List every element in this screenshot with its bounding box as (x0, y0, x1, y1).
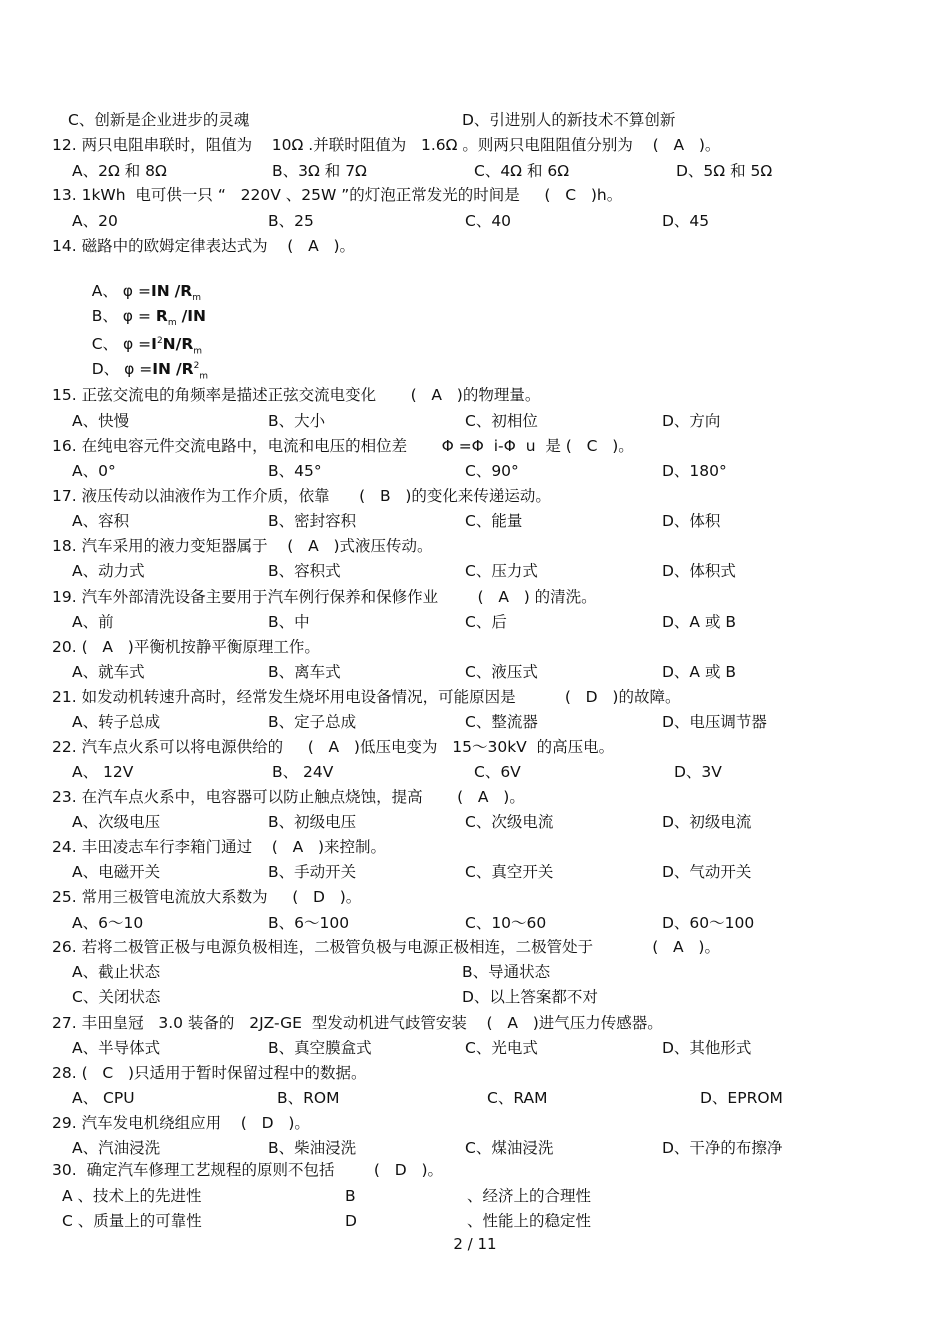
text-segment: B、柴油浸洗 (268, 1139, 357, 1157)
text-line: A、次级电压 (72, 813, 161, 831)
text-line: C、关闭状态 (72, 988, 161, 1006)
text-line: 15. 正弦交流电的角频率是描述正弦交流电变化 ( A )的物理量。 (52, 386, 541, 404)
text-segment: 、性能上的稳定性 (467, 1212, 592, 1230)
text-segment: D、A 或 B (662, 663, 737, 681)
text-segment: B、容积式 (268, 562, 341, 580)
text-segment: B、离车式 (268, 663, 341, 681)
text-line: 22. 汽车点火系可以将电源供给的 ( A )低压电变为 15～30kV 的高压电。 (52, 738, 615, 756)
text-segment: C、煤油浸洗 (465, 1139, 554, 1157)
text-segment: D、EPROM (700, 1089, 783, 1107)
text-segment: B、定子总成 (268, 713, 357, 731)
page-number: 2 / 11 (453, 1235, 497, 1253)
text-segment: D、A 或 B (662, 613, 737, 631)
text-line: A、电磁开关 (72, 863, 161, 881)
formula-option-a: A、 φ =IN $/R_m$ (91, 282, 202, 304)
text-segment: C、后 (465, 613, 507, 631)
text-segment: D、180° (662, 462, 727, 480)
text-line: A 、技术上的先进性 (62, 1187, 202, 1205)
text-segment: B、手动开关 (268, 863, 357, 881)
text-segment: C、次级电流 (465, 813, 554, 831)
text-line: 14. 磁路中的欧姆定律表达式为 ( A )。 (52, 237, 356, 255)
text-segment: D、以上答案都不对 (462, 988, 598, 1006)
text-segment: C、6V (474, 763, 521, 781)
text-segment: C、光电式 (465, 1039, 538, 1057)
text-line: A、6～10 (72, 914, 144, 932)
formula-option-b: B、 $\varphi = R_m$ /IN (91, 307, 206, 329)
text-segment: D、气动开关 (662, 863, 752, 881)
text-segment: C、真空开关 (465, 863, 554, 881)
text-line: A、 CPU (72, 1089, 135, 1107)
text-segment: B、初级电压 (268, 813, 357, 831)
text-segment: D、其他形式 (662, 1039, 752, 1057)
text-segment: D、体积式 (662, 562, 736, 580)
text-segment: D、干净的布擦净 (662, 1139, 783, 1157)
text-line: 18. 汽车采用的液力变矩器属于 ( A )式液压传动。 (52, 537, 433, 555)
text-segment: B、中 (268, 613, 310, 631)
text-segment: C、RAM (487, 1089, 548, 1107)
text-line: A、0° (72, 462, 116, 480)
text-segment: D、3V (674, 763, 722, 781)
text-segment: D、方向 (662, 412, 721, 430)
text-line: 12. 两只电阻串联时，阻值为 10Ω .并联时阻值为 1.6Ω 。则两只电阻阻值分别为 ( A )。 (52, 136, 721, 154)
text-line: A、前 (72, 613, 114, 631)
text-segment: C、初相位 (465, 412, 538, 430)
text-line: 21. 如发动机转速升高时，经常发生烧坏用电设备情况，可能原因是 ( D )的故障。 (52, 688, 681, 706)
text-segment: C、液压式 (465, 663, 538, 681)
text-line: A、动力式 (72, 562, 145, 580)
text-segment: D、体积 (662, 512, 721, 530)
text-line: 24. 丰田凌志车行李箱门通过 ( A )来控制。 (52, 838, 387, 856)
text-segment: C、90° (465, 462, 519, 480)
text-line: A、半导体式 (72, 1039, 161, 1057)
text-segment: 、经济上的合理性 (467, 1187, 592, 1205)
text-line: A、就车式 (72, 663, 145, 681)
text-segment: B、大小 (268, 412, 326, 430)
text-line: A、2Ω 和 8Ω (72, 162, 167, 180)
text-line: 26. 若将二极管正极与电源负极相连，二极管负极与电源正极相连，二极管处于 ( A )。 (52, 938, 720, 956)
text-segment: B、3Ω 和 7Ω (272, 162, 367, 180)
text-segment: B、密封容积 (268, 512, 357, 530)
text-segment: D (345, 1212, 357, 1230)
text-line: C、创新是企业进步的灵魂 (68, 111, 250, 129)
text-line: A、转子总成 (72, 713, 161, 731)
text-line: A、容积 (72, 512, 130, 530)
text-segment: C、10～60 (465, 914, 547, 932)
text-line: 29. 汽车发电机绕组应用 ( D )。 (52, 1114, 310, 1132)
text-line: 23. 在汽车点火系中，电容器可以防止触点烧蚀，提高 ( A )。 (52, 788, 525, 806)
text-line: 19. 汽车外部清洗设备主要用于汽车例行保养和保修作业 ( A ) 的清洗。 (52, 588, 597, 606)
text-line: 30. 确定汽车修理工艺规程的原则不包括 ( D )。 (52, 1161, 444, 1179)
text-line: 13. 1kWh 电可供一只 “ 220V 、25W ”的灯泡正常发光的时间是 ( C )h。 (52, 186, 623, 204)
text-line: A、 12V (72, 763, 134, 781)
formula-option-d: D、 φ =IN $/R^2_m$ (91, 360, 209, 382)
text-segment: D、引进别人的新技术不算创新 (462, 111, 676, 129)
text-line: A、20 (72, 212, 118, 230)
text-segment: B、真空膜盒式 (268, 1039, 372, 1057)
text-line: 27. 丰田皇冠 3.0 装备的 2JZ-GE 型发动机进气歧管安装 ( A )进气压力传感器。 (52, 1014, 663, 1032)
text-segment: D、初级电流 (662, 813, 752, 831)
text-segment: C、整流器 (465, 713, 538, 731)
text-line: C 、质量上的可靠性 (62, 1212, 202, 1230)
text-segment: C、压力式 (465, 562, 538, 580)
text-segment: C、4Ω 和 6Ω (474, 162, 570, 180)
text-segment: B、导通状态 (462, 963, 551, 981)
text-segment: D、电压调节器 (662, 713, 767, 731)
text-segment: D、5Ω 和 5Ω (676, 162, 773, 180)
text-segment: C、40 (465, 212, 512, 230)
text-segment: D、60～100 (662, 914, 755, 932)
text-segment: B、6～100 (268, 914, 350, 932)
text-segment: B、25 (268, 212, 314, 230)
text-segment: B、45° (268, 462, 322, 480)
formula-option-c: C、 $\varphi =I^2N/R_m$ (91, 335, 203, 357)
text-line: A、汽油浸洗 (72, 1139, 161, 1157)
text-line: 28. ( C )只适用于暂时保留过程中的数据。 (52, 1064, 367, 1082)
text-line: 25. 常用三极管电流放大系数为 ( D )。 (52, 888, 362, 906)
text-line: 20. ( A )平衡机按静平衡原理工作。 (52, 638, 320, 656)
text-line: 17. 液压传动以油液作为工作介质，依靠 ( B )的变化来传递运动。 (52, 487, 551, 505)
text-line: A、截止状态 (72, 963, 161, 981)
text-segment: B (345, 1187, 356, 1205)
text-segment: B、ROM (277, 1089, 340, 1107)
text-line: A、快慢 (72, 412, 130, 430)
text-segment: B、 24V (272, 763, 334, 781)
text-segment: D、45 (662, 212, 710, 230)
text-segment: C、能量 (465, 512, 523, 530)
text-line: 16. 在纯电容元件交流电路中，电流和电压的相位差 Φ =Φ i-Φ u 是 ( C )。 (52, 437, 634, 455)
